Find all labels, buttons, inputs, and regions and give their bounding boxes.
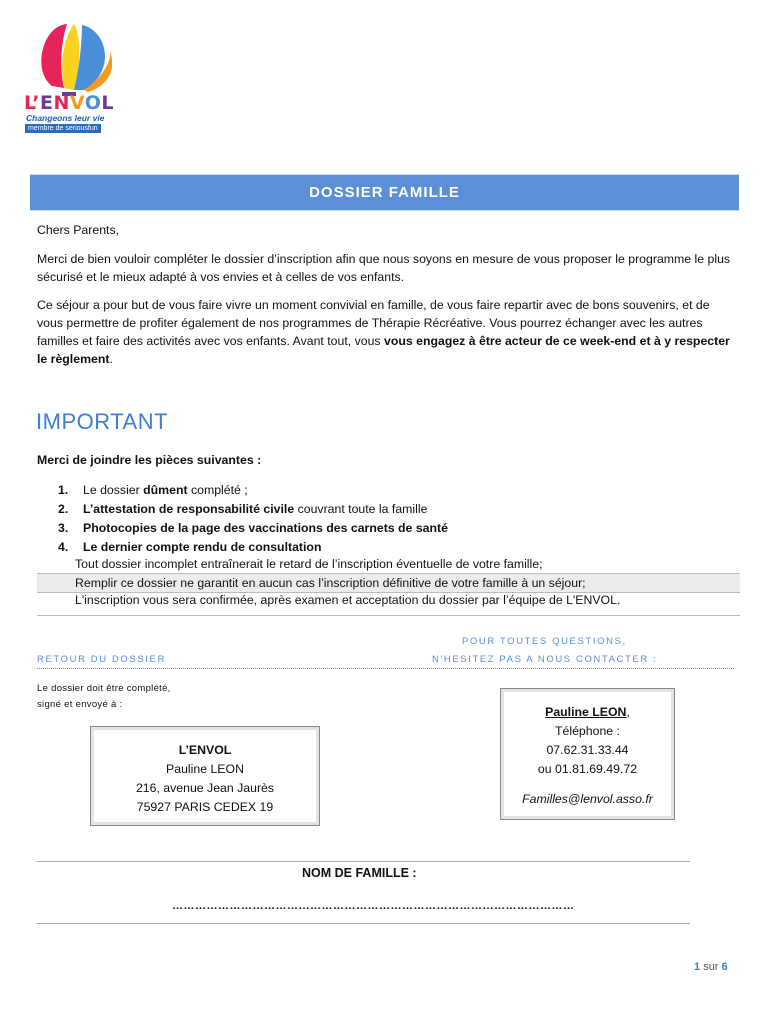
contact-heading-1: POUR TOUTES QUESTIONS, (462, 636, 627, 647)
contact-box (500, 688, 675, 820)
logo-wordmark: L’ENVOL (24, 92, 114, 114)
list-item: 3. Photocopies de la page des vaccinations des carnets de santé (58, 521, 448, 535)
divider (37, 615, 740, 616)
note-3: L'inscription vous sera confirmée, après examen et acceptation du dossier par l’équipe de L'ENVOL. (75, 593, 621, 607)
page-indicator: 1 sur 6 (694, 961, 728, 973)
contact-name-line: Pauline LEON, (545, 705, 630, 719)
required-documents-list (58, 481, 738, 557)
family-name-label: NOM DE FAMILLE : (302, 866, 417, 880)
logo-tagline: Changeons leur vie (26, 113, 105, 123)
logo-member-badge: membre de seriousfun (25, 124, 101, 133)
family-name-field[interactable]: …………………………………………………………………………………………… (172, 900, 575, 912)
address-name: Pauline LEON (166, 762, 244, 776)
contact-email[interactable]: Familles@lenvol.asso.fr (522, 792, 653, 806)
list-item: 4. Le dernier compte rendu de consultation (58, 540, 322, 554)
phone-label: Téléphone : (555, 724, 620, 738)
address-org: L’ENVOL (178, 743, 232, 757)
commitment-text: vous engagez à être acteur de ce week-end et à y respecter le règlement (37, 334, 730, 366)
phone-1: 07.62.31.33.44 (546, 743, 629, 757)
address-city: 75927 PARIS CEDEX 19 (136, 800, 274, 814)
phone-2: ou 01.81.69.49.72 (537, 762, 638, 776)
retour-heading: RETOUR DU DOSSIER (37, 654, 166, 665)
important-heading: IMPORTANT (36, 409, 169, 434)
greeting: Chers Parents, (37, 223, 120, 237)
documents-subtitle: Merci de joindre les pièces suivantes : (37, 453, 262, 467)
list-item: 1. Le dossier dûment complété ; (58, 483, 248, 497)
mailing-address-box (90, 726, 320, 826)
retour-instruction-1: Le dossier doit être complété, (37, 683, 171, 694)
family-top-rule (37, 861, 690, 862)
address-street: 216, avenue Jean Jaurès (135, 781, 275, 795)
page-title: DOSSIER FAMILLE (30, 174, 739, 211)
note-2: Remplir ce dossier ne garantit en aucun cas l’inscription définitive de votre famille à un séjour; (75, 576, 586, 590)
intro-paragraph-1: Merci de bien vouloir compléter le dossier d’inscription afin que nous soyons en mesure de vous proposer le programme le plus sécurisé et le mieux adapté à vos envies et à celles de vos enfants. (37, 252, 731, 284)
contact-heading-2: N'HESITEZ PAS A NOUS CONTACTER : (432, 654, 658, 665)
retour-instruction-2: signé et envoyé à : (37, 699, 123, 710)
dotted-divider (37, 668, 734, 669)
family-bottom-rule (37, 923, 690, 924)
intro-paragraph-2: Ce séjour a pour but de vous faire vivre un moment convivial en famille, de vous faire repartir avec de bons souvenirs, et de vous permettre de profiter également de nos programmes de Thérapie Récréative. Vous pourrez échanger avec les autres familles et faire des activités avec vos enfants. Avant tout, vous vous engagez à être acteur de ce week-end et à y respecter le règlement. (37, 298, 730, 366)
note-1: Tout dossier incomplet entraînerait le retard de l’inscription éventuelle de votre famille; (75, 557, 543, 571)
list-item: 2. L’attestation de responsabilité civile couvrant toute la famille (58, 502, 428, 516)
contact-name: Pauline LEON (545, 705, 627, 719)
